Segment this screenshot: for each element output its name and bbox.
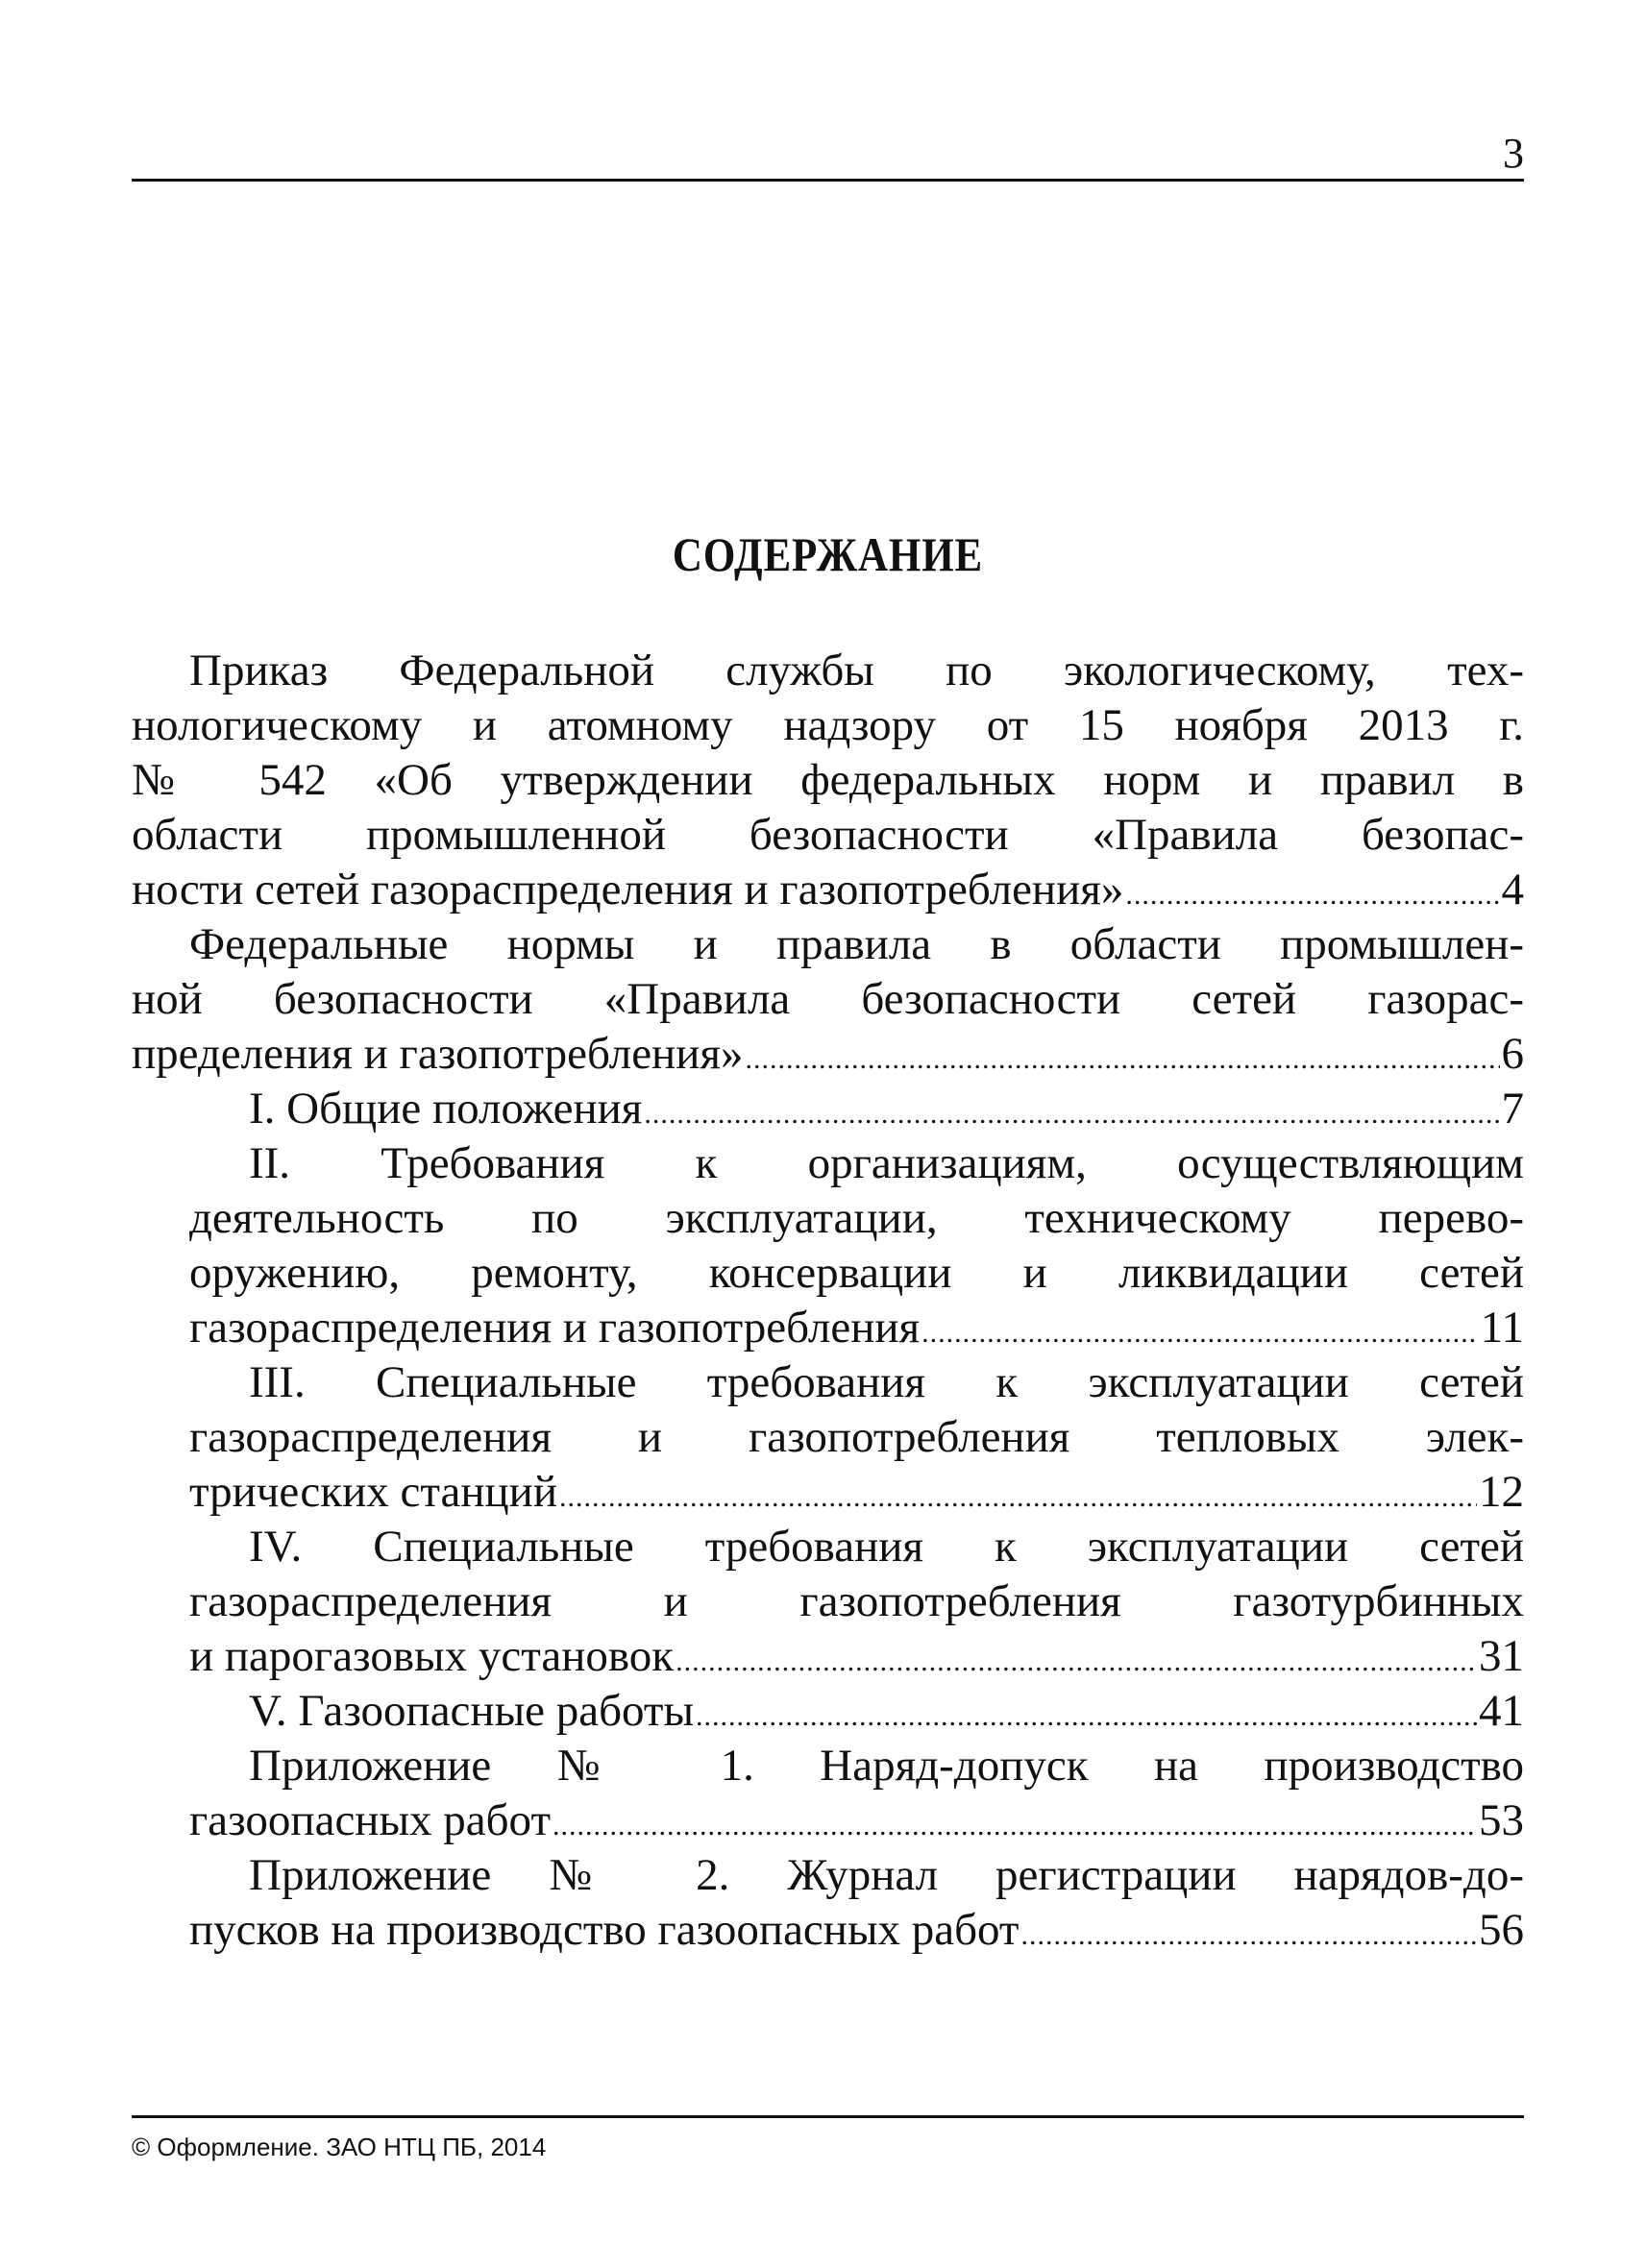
toc-page-number: 7: [1501, 1084, 1524, 1134]
toc-entry-section-2[interactable]: [132, 1136, 1524, 1355]
toc-entry-line: деятельность по эксплуатации, техническому перево-: [189, 1193, 1524, 1243]
toc-entry-line: ной безопасности «Правила безопасности сетей газорас-: [132, 974, 1524, 1024]
toc-entry-section-4[interactable]: [132, 1520, 1524, 1684]
toc-entry-order[interactable]: [132, 644, 1524, 917]
toc-entry-last-line: [132, 1793, 1524, 1848]
toc-entry-last-line: [132, 1301, 1524, 1355]
toc-page-number: 53: [1479, 1795, 1524, 1845]
page-number: 3: [1503, 130, 1524, 177]
dot-leader: [745, 1032, 1499, 1086]
dot-leader: [644, 1086, 1499, 1141]
toc-entry-federal-norms[interactable]: [132, 917, 1524, 1082]
toc-entry-text: пределения и газопотребления»: [132, 1029, 744, 1079]
toc-entry-last-line: [132, 1082, 1524, 1136]
toc-entry-line: нологическому и атомному надзору от 15 ноября 2013 г.: [132, 700, 1524, 750]
footer-rule: [132, 2115, 1524, 2118]
toc-entry-appendix-1[interactable]: [132, 1739, 1524, 1848]
dot-leader: [696, 1689, 1477, 1744]
table-of-contents: [132, 644, 1524, 1958]
toc-entry-last-line: [132, 863, 1524, 917]
dot-leader: [559, 1470, 1477, 1524]
toc-entry-text: и парогазовых установок: [189, 1631, 675, 1681]
toc-entry-line: IV. Специальные требования к эксплуатации сетей: [249, 1522, 1524, 1572]
toc-entry-line: Приказ Федеральной службы по экологическому, тех-: [189, 646, 1524, 695]
header-rule: [132, 179, 1524, 182]
toc-entry-line: области промышленной безопасности «Правила безопас-: [132, 810, 1524, 860]
toc-page-number: 6: [1501, 1029, 1524, 1079]
dot-leader: [676, 1634, 1477, 1689]
toc-entry-line: оружению, ремонту, консервации и ликвидации сетей: [189, 1248, 1524, 1298]
toc-entry-line: Приложение № 1. Наряд-допуск на производство: [249, 1741, 1524, 1791]
footer-copyright: © Оформление. ЗАО НТЦ ПБ, 2014: [132, 2133, 547, 2161]
toc-entry-text: V. Газоопасные работы: [249, 1686, 695, 1736]
dot-leader: [921, 1305, 1479, 1360]
toc-entry-line: № 542 «Об утверждении федеральных норм и правил в: [132, 755, 1524, 805]
toc-page-number: 56: [1479, 1905, 1524, 1955]
toc-entry-line: Федеральные нормы и правила в области промышлен-: [189, 919, 1524, 969]
toc-entry-line: III. Специальные требования к эксплуатации сетей: [249, 1357, 1524, 1407]
toc-entry-last-line: [132, 1629, 1524, 1684]
dot-leader: [553, 1798, 1477, 1853]
toc-entry-section-3[interactable]: [132, 1355, 1524, 1520]
toc-entry-line: II. Требования к организациям, осуществляющим: [249, 1138, 1524, 1188]
toc-entry-text: ности сетей газораспределения и газопотребления»: [132, 865, 1124, 915]
toc-title: СОДЕРЖАНИЕ: [672, 527, 984, 581]
toc-entry-section-1[interactable]: [132, 1082, 1524, 1136]
dot-leader: [1125, 867, 1499, 922]
toc-entry-last-line: [132, 1027, 1524, 1082]
toc-entry-text: газоопасных работ: [189, 1795, 551, 1845]
toc-entry-line: газораспределения и газопотребления тепловых элек-: [189, 1412, 1524, 1462]
toc-entry-appendix-2[interactable]: [132, 1848, 1524, 1958]
toc-page-number: 41: [1479, 1686, 1524, 1736]
toc-entry-text: трических станций: [189, 1467, 557, 1517]
toc-page-number: 12: [1479, 1467, 1524, 1517]
toc-entry-text: пусков на производство газоопасных работ: [189, 1905, 1020, 1955]
toc-page-number: 11: [1480, 1303, 1524, 1353]
toc-page-number: 4: [1501, 865, 1524, 915]
toc-entry-line: Приложение № 2. Журнал регистрации нарядов-до-: [249, 1850, 1524, 1900]
toc-entry-last-line: [132, 1684, 1524, 1739]
toc-entry-last-line: [132, 1465, 1524, 1520]
toc-entry-section-5[interactable]: [132, 1684, 1524, 1739]
toc-entry-last-line: [132, 1903, 1524, 1958]
toc-entry-line: газораспределения и газопотребления газотурбинных: [189, 1576, 1524, 1626]
toc-entry-text: газораспределения и газопотребления: [189, 1303, 921, 1353]
toc-entry-text: I. Общие положения: [249, 1084, 643, 1134]
toc-page-number: 31: [1479, 1631, 1524, 1681]
dot-leader: [1020, 1908, 1477, 1963]
